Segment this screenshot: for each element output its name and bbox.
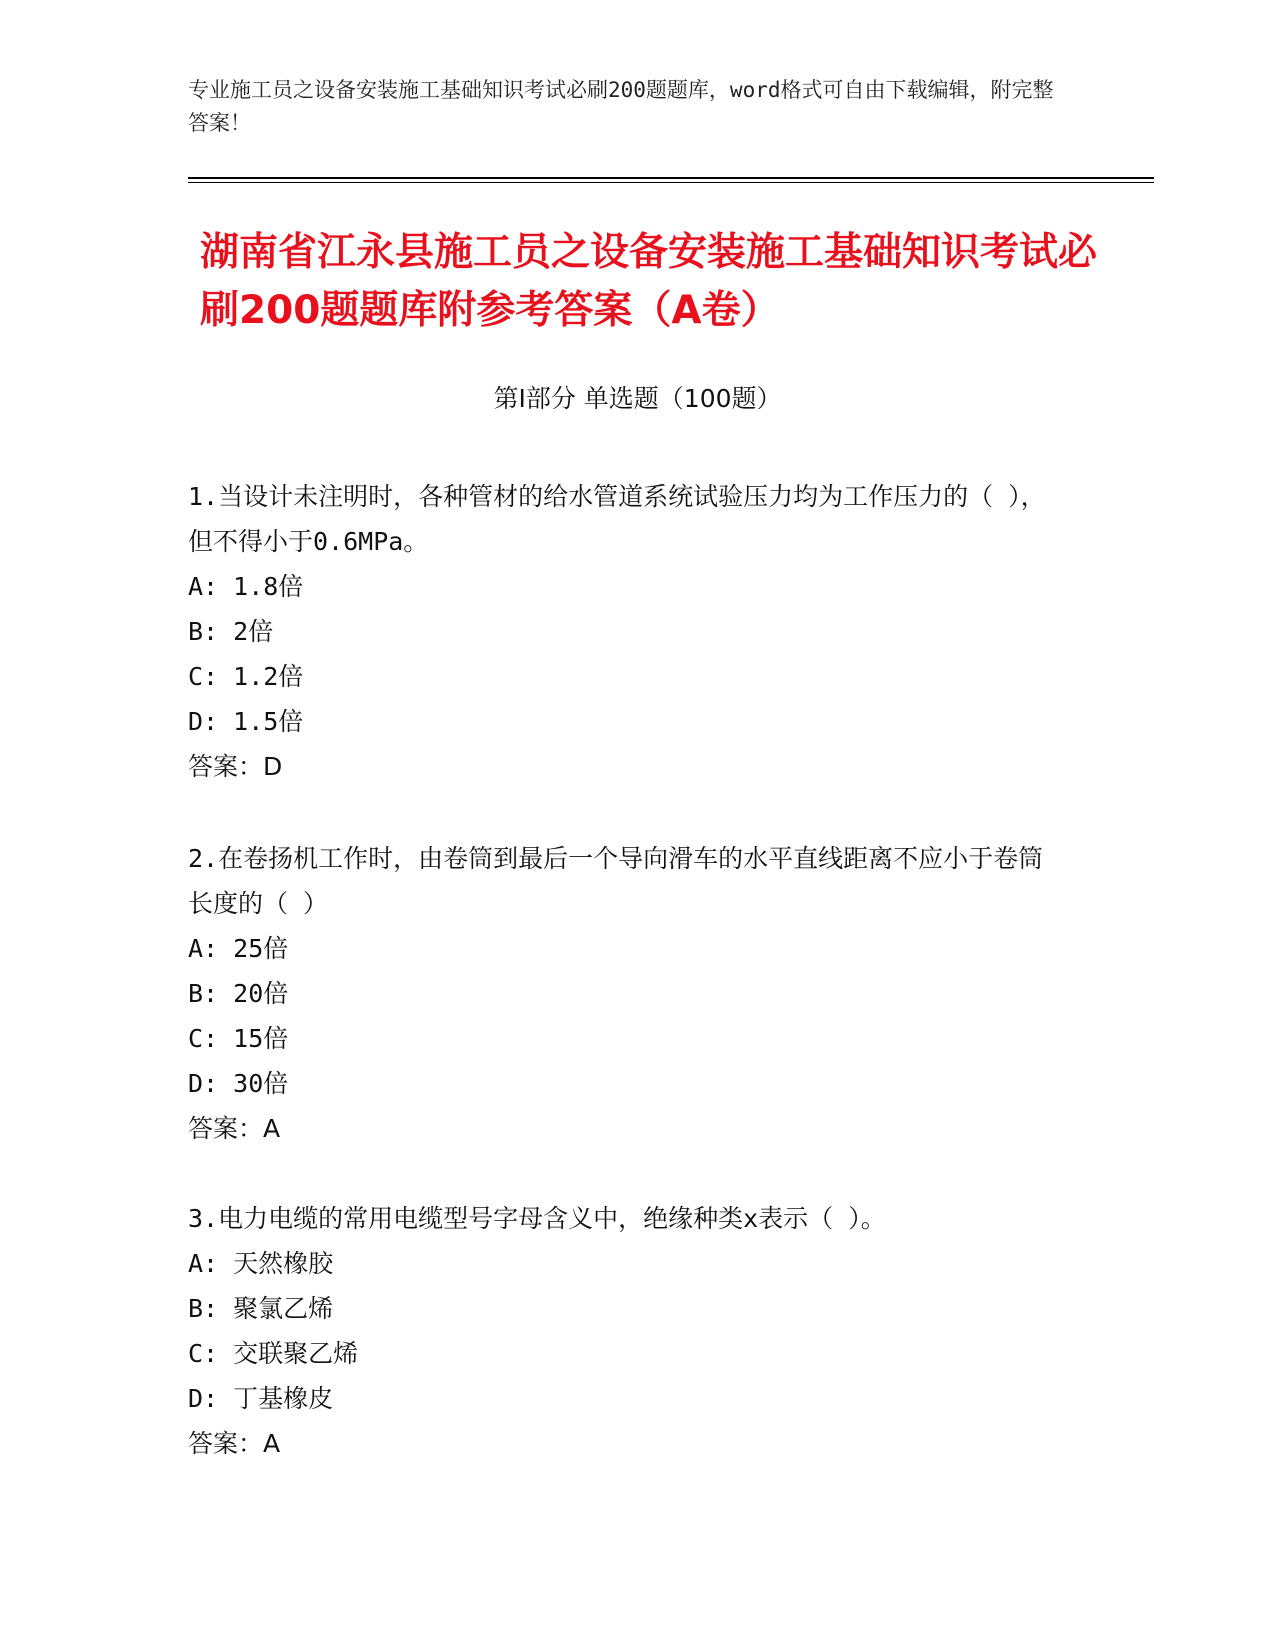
header-rule-thick (188, 177, 1154, 179)
question-stem: 1.当设计未注明时，各种管材的给水管道系统试验压力均为工作压力的（ ），但不得小于0.6MPa。 (188, 482, 1046, 556)
question-block (188, 474, 1068, 789)
question-stem: 3.电力电缆的常用电缆型号字母含义中，绝缘种类x表示（ ）。 (188, 1204, 886, 1233)
document-title: 湖南省江永县施工员之设备安装施工基础知识考试必刷200题题库附参考答案（A卷） (200, 230, 1098, 333)
header-note: 专业施工员之设备安装施工基础知识考试必刷200题题库，word格式可自由下载编辑，附完整答案！ (188, 78, 1054, 135)
option-d: D: 1.5倍 (188, 707, 304, 736)
answer-line: 答案：D (188, 752, 283, 781)
question-block (188, 1196, 1068, 1466)
option-d: D: 丁基橡皮 (188, 1384, 334, 1413)
option-a: A: 1.8倍 (188, 572, 304, 601)
option-c: C: 交联聚乙烯 (188, 1339, 359, 1368)
option-b: B: 2倍 (188, 617, 274, 646)
option-a: A: 25倍 (188, 934, 289, 963)
header-rule-thin (188, 182, 1154, 183)
option-b: B: 20倍 (188, 979, 289, 1008)
question-block (188, 836, 1068, 1151)
answer-line: 答案：A (188, 1429, 281, 1458)
section-heading: 第I部分 单选题（100题） (493, 384, 782, 413)
option-b: B: 聚氯乙烯 (188, 1294, 334, 1323)
option-a: A: 天然橡胶 (188, 1249, 334, 1278)
option-c: C: 15倍 (188, 1024, 289, 1053)
question-stem: 2.在卷扬机工作时，由卷筒到最后一个导向滑车的水平直线距离不应小于卷筒长度的（ ） (188, 844, 1044, 918)
option-c: C: 1.2倍 (188, 662, 304, 691)
answer-line: 答案：A (188, 1114, 281, 1143)
option-d: D: 30倍 (188, 1069, 289, 1098)
